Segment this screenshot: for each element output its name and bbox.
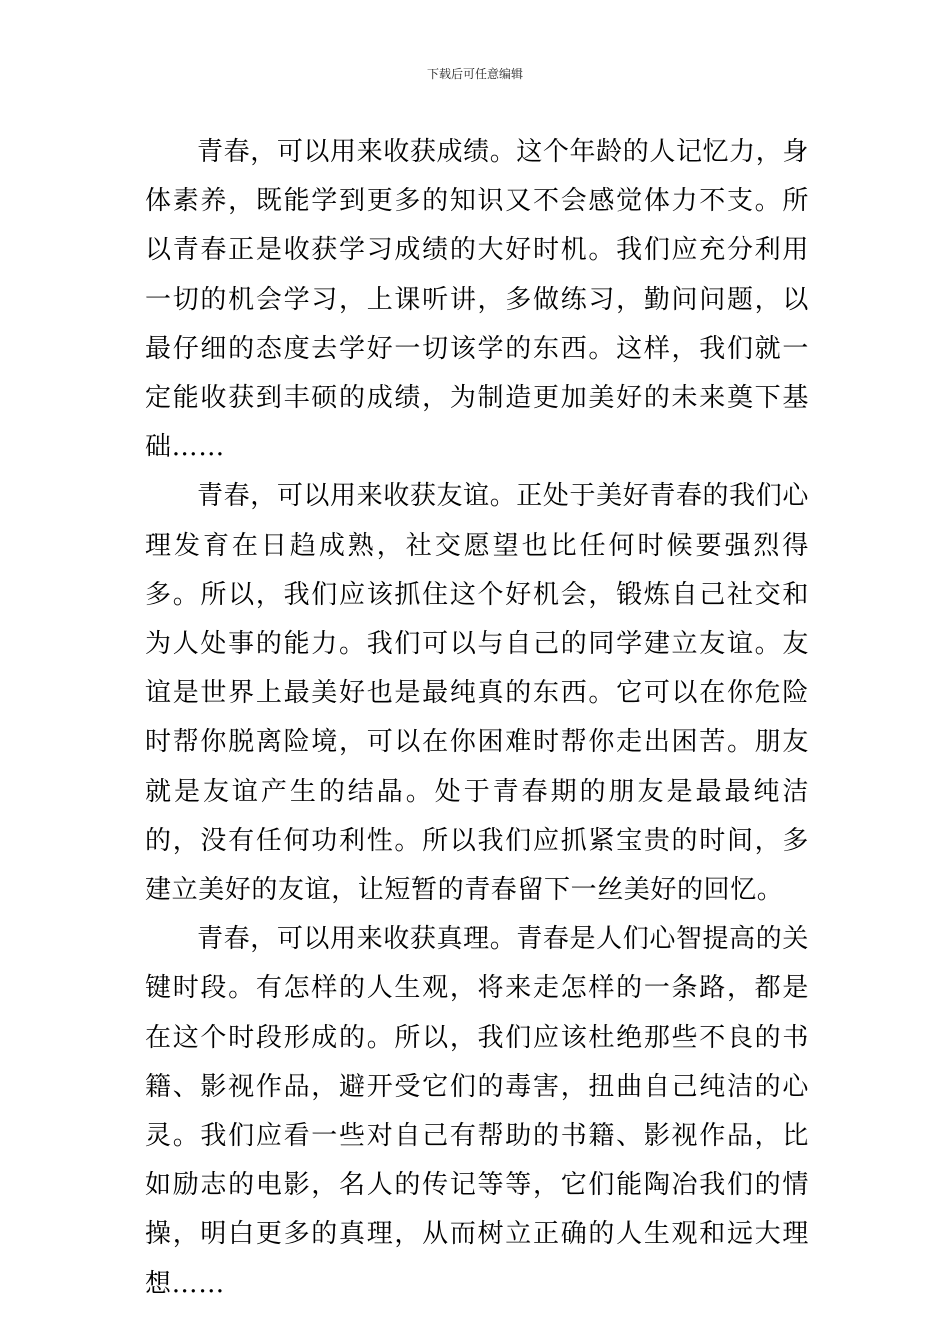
paragraph-truth: 青春，可以用来收获真理。青春是人们心智提高的关键时段。有怎样的人生观，将来走怎样的一条路，都是在这个时段形成的。所以，我们应该杜绝那些不良的书籍、影视作品，避开受它们的毒害，扭曲自己纯洁的心灵。我们应看一些对自己有帮助的书籍、影视作品，比如励志的电影，名人的传记等等，它们能陶冶我们的情操，明白更多的真理，从而树立正确的人生观和远大理想…… (145, 924, 809, 1299)
page-header: 下载后可任意编辑 (426, 67, 523, 81)
paragraph-friendship: 青春，可以用来收获友谊。正处于美好青春的我们心理发育在日趋成熟，社交愿望也比任何时候要强烈得多。所以，我们应该抓住这个好机会，锻炼自己社交和为人处事的能力。我们可以与自己的同学建立友谊。友谊是世界上最美好也是最纯真的东西。它可以在你危险时帮你脱离险境，可以在你困难时帮你走出困苦。朋友就是友谊产生的结晶。处于青春期的朋友是最最纯洁的，没有任何功利性。所以我们应抓紧宝贵的时间，多建立美好的友谊，让短暂的青春留下一丝美好的回忆。 (145, 481, 809, 906)
document-body (145, 128, 809, 1309)
paragraph-achievement: 青春，可以用来收获成绩。这个年龄的人记忆力，身体素养，既能学到更多的知识又不会感觉体力不支。所以青春正是收获学习成绩的大好时机。我们应充分利用一切的机会学习，上课听讲，多做练习，勤问问题，以最仔细的态度去学好一切该学的东西。这样，我们就一定能收获到丰硕的成绩，为制造更加美好的未来奠下基础…… (145, 137, 809, 463)
